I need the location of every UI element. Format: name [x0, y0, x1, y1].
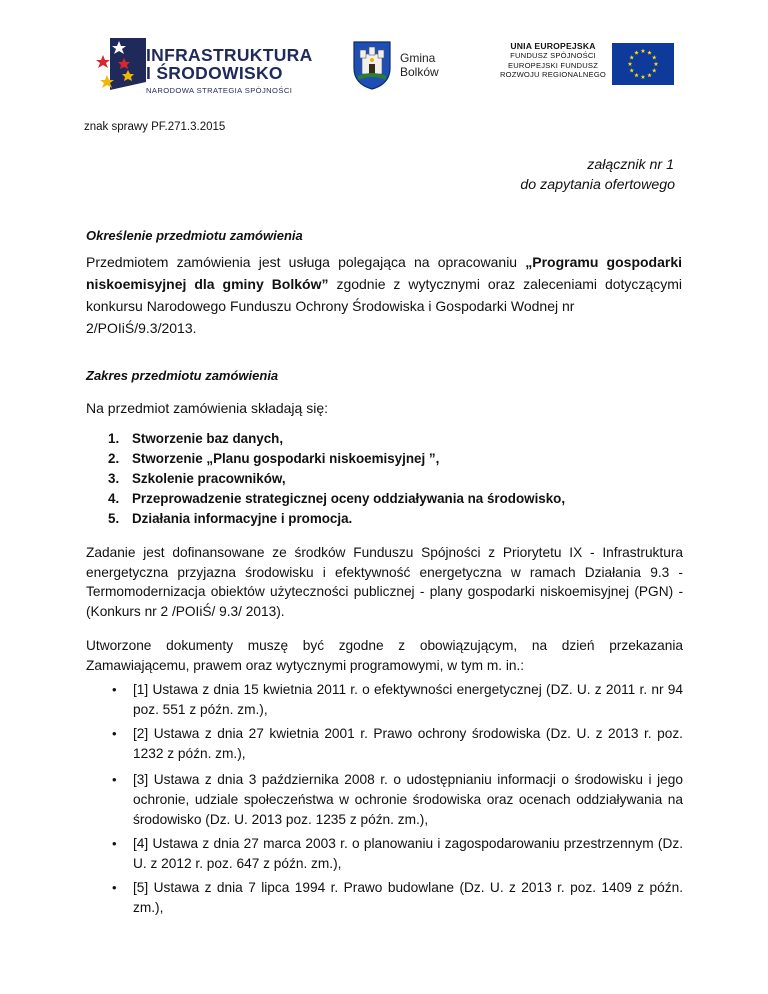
list-text: Stworzenie „Planu gospodarki niskoemisyjnej ”,	[132, 451, 440, 466]
list-item	[108, 511, 352, 526]
bullet-icon: •	[112, 880, 117, 895]
funding-paragraph: Zadanie jest dofinansowane ze środków Funduszu Spójności z Priorytetu IX - Infrastruktura energetyczna przyjazna środowisku i efektywność energetyczna w ramach Działania 9.3 - Termomodernizacja obiektów użyteczności publicznej - plany gospodarki niskoemisyjnej (PGN) - (Konkurs nr 2 /POIiŚ/ 9.3/ 2013).	[86, 545, 683, 619]
legal-intro-paragraph: Utworzone dokumenty muszę być zgodne z obowiązującym, na dzień przekazania Zamawiającemu, prawem oraz wytycznymi programowymi, w tym m. in.:	[86, 638, 683, 673]
ue-fund-line1: FUNDUSZ SPÓJNOŚCI	[510, 51, 596, 60]
subject-paragraph	[86, 251, 682, 339]
logo-is-title-line1: INFRASTRUKTURA	[146, 45, 313, 65]
list-item	[108, 431, 283, 446]
bullet-icon: •	[112, 772, 117, 787]
list-text: Stworzenie baz danych,	[132, 431, 284, 446]
gmina-bolkow-logo	[352, 40, 452, 90]
attachment-description: do zapytania ofertowego	[520, 177, 675, 193]
list-number: 5.	[108, 511, 120, 526]
legal-bullet-text: [3] Ustawa z dnia 3 października 2008 r. o udostępnianiu informacji o środowisku i jego ochronie, udziale społeczeństwa w ochronie środowiska oraz ocenach oddziaływania na środowisko (Dz. U. 2013 poz. 1235 z późn. zm.),	[133, 772, 683, 827]
attachment-number: załącznik nr 1	[587, 157, 674, 173]
legal-bullet-text: [2] Ustawa z dnia 27 kwietnia 2001 r. Prawo ochrony środowiska (Dz. U. z 2013 r. poz. 1232 z późn. zm.),	[133, 726, 683, 761]
list-number: 1.	[108, 431, 120, 446]
case-reference: znak sprawy PF.271.3.2015	[84, 121, 226, 133]
ue-fund-line2: EUROPEJSKI FUNDUSZ	[507, 60, 599, 70]
unia-europejska-logo	[498, 41, 678, 87]
program-title: „Programu gospodarki niskoemisyjnej dla gminy Bolków”	[86, 254, 683, 292]
legal-bullet-text: [4] Ustawa z dnia 27 marca 2003 r. o planowaniu i zagospodarowaniu przestrzennym (Dz. U. z 2012 r. poz. 647 z późn. zm.),	[133, 836, 683, 871]
infrastruktura-srodowisko-logo	[92, 30, 313, 98]
list-text: Szkolenie pracowników,	[132, 471, 286, 486]
bullet-icon: •	[112, 726, 117, 741]
star-flag-icon	[92, 30, 148, 98]
section-heading-subject: Określenie przedmiotu zamówienia	[86, 228, 303, 243]
list-number: 3.	[108, 471, 120, 486]
list-item	[108, 491, 565, 506]
section-heading-scope: Zakres przedmiotu zamówienia	[86, 368, 279, 383]
subject-text-c: zgodnie z wytycznymi oraz zaleceniami dotyczącymi konkursu Narodowego Funduszu Ochrony Środowiska i Gospodarki Wodnej nr	[86, 276, 682, 314]
subject-text-d: 2/POIiŚ/9.3/2013.	[86, 320, 197, 336]
list-number: 2.	[108, 451, 120, 466]
legal-bullet-text: [5] Ustawa z dnia 7 lipca 1994 r. Prawo budowlane (Dz. U. z 2013 r. poz. 1409 z późn. zm.),	[133, 880, 683, 915]
bullet-icon: •	[112, 836, 117, 851]
list-number: 4.	[108, 491, 120, 506]
eu-flag-icon	[612, 43, 674, 85]
scope-intro: Na przedmiot zamówienia składają się:	[86, 400, 328, 416]
logo-is-title-line2: I ŚRODOWISKO	[146, 63, 283, 83]
list-item	[108, 451, 439, 466]
list-item	[108, 471, 286, 486]
bullet-icon: •	[112, 682, 117, 697]
gmina-label: Gmina	[400, 51, 436, 65]
subject-text-a: Przedmiotem zamówienia jest usługa polegająca na opracowaniu	[86, 254, 526, 270]
logo-is-subtitle: NARODOWA STRATEGIA SPÓJNOŚCI	[146, 86, 293, 95]
ue-title: UNIA EUROPEJSKA	[510, 41, 596, 51]
ue-fund-line3: ROZWOJU REGIONALNEGO	[499, 70, 607, 79]
gmina-name: Bolków	[400, 65, 439, 79]
list-text: Przeprowadzenie strategicznej oceny oddziaływania na środowisko,	[132, 491, 566, 506]
legal-bullet-text: [1] Ustawa z dnia 15 kwietnia 2011 r. o efektywności energetycznej (DZ. U. z 2011 r. nr 94 poz. 551 z późn. zm.),	[133, 682, 683, 717]
coat-of-arms-icon	[352, 40, 392, 90]
list-text: Działania informacyjne i promocja.	[132, 511, 353, 526]
